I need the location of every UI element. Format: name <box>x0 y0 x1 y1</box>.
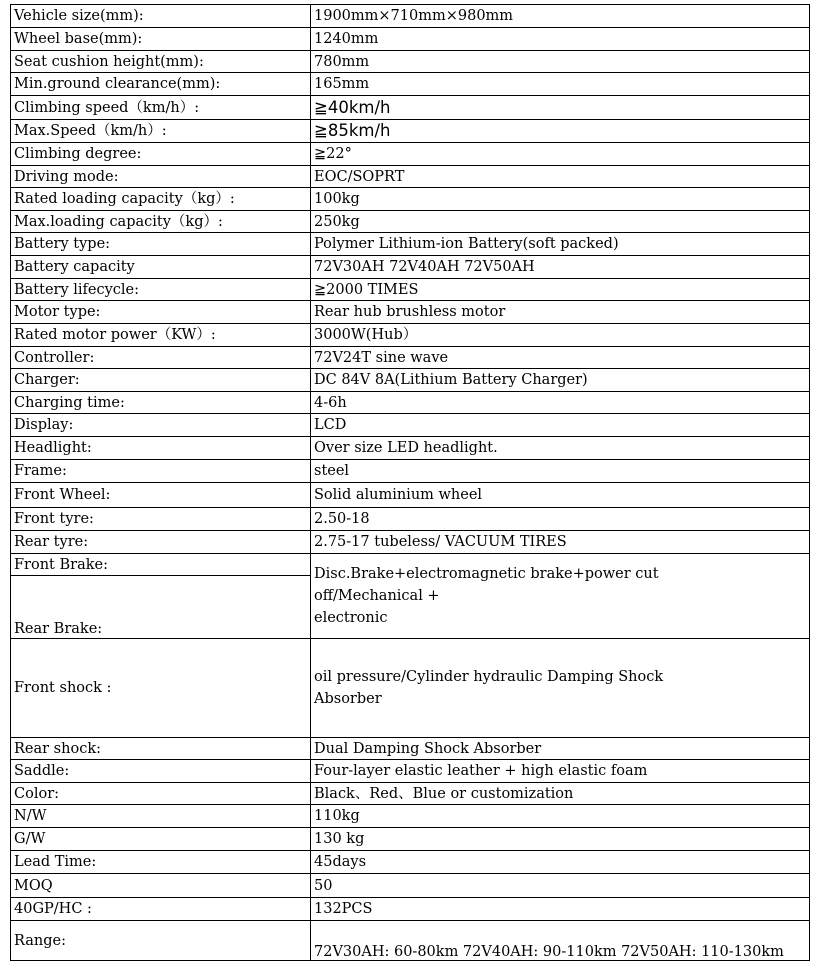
spec-label: Motor type: <box>11 301 311 324</box>
spec-value: Black、Red、Blue or customization <box>311 783 810 805</box>
table-row <box>11 166 810 188</box>
spec-value: 4-6h <box>311 392 810 414</box>
spec-table <box>10 4 810 961</box>
spec-value: ≧22° <box>311 143 810 166</box>
spec-label: Controller: <box>11 347 311 369</box>
spec-label: G/W <box>11 828 311 851</box>
spec-value <box>311 554 810 639</box>
spec-label: Frame: <box>11 460 311 483</box>
spec-value: 130 kg <box>311 828 810 851</box>
spec-value: 72V30AH 72V40AH 72V50AH <box>311 256 810 279</box>
table-row <box>11 874 810 898</box>
brake-value-line1: Disc.Brake+electromagnetic brake+power cut <box>314 566 659 582</box>
spec-value: 132PCS <box>311 898 810 921</box>
spec-value: Over size LED headlight. <box>311 437 810 460</box>
spec-value: steel <box>311 460 810 483</box>
front-shock-line2: Absorber <box>314 691 382 707</box>
spec-label: Rear Brake: <box>11 576 311 639</box>
table-row <box>11 96 810 120</box>
spec-label: Front Brake: <box>11 554 311 576</box>
spec-label: Max.Speed（km/h）: <box>11 120 311 143</box>
table-row <box>11 188 810 211</box>
spec-label: Front Wheel: <box>11 483 311 508</box>
spec-value: 2.50-18 <box>311 508 810 531</box>
spec-value: 250kg <box>311 211 810 233</box>
spec-label: Range: <box>11 921 311 961</box>
spec-value: 72V30AH: 60-80km 72V40AH: 90-110km 72V50AH: 110-130km <box>311 921 810 961</box>
table-row <box>11 851 810 874</box>
spec-value: LCD <box>311 414 810 437</box>
spec-value: 50 <box>311 874 810 898</box>
table-row <box>11 120 810 143</box>
spec-label: Saddle: <box>11 760 311 783</box>
spec-label: Wheel base(mm): <box>11 28 311 51</box>
spec-value: EOC/SOPRT <box>311 166 810 188</box>
spec-value: 780mm <box>311 51 810 73</box>
front-shock-line1: oil pressure/Cylinder hydraulic Damping Shock <box>314 669 664 685</box>
spec-label: Front shock : <box>11 639 311 738</box>
table-row <box>11 738 810 760</box>
table-row <box>11 828 810 851</box>
spec-label: Front tyre: <box>11 508 311 531</box>
spec-value: 1900mm×710mm×980mm <box>311 5 810 28</box>
table-row <box>11 392 810 414</box>
brake-value-line2: off/Mechanical + <box>314 588 440 604</box>
table-row <box>11 460 810 483</box>
table-row <box>11 760 810 783</box>
table-row <box>11 531 810 554</box>
spec-label: Seat cushion height(mm): <box>11 51 311 73</box>
spec-label: Battery capacity <box>11 256 311 279</box>
spec-value: 110kg <box>311 805 810 828</box>
spec-value: Solid aluminium wheel <box>311 483 810 508</box>
spec-label: Color: <box>11 783 311 805</box>
spec-label: Rear shock: <box>11 738 311 760</box>
spec-value: Polymer Lithium-ion Battery(soft packed) <box>311 233 810 256</box>
spec-label: Driving mode: <box>11 166 311 188</box>
spec-value <box>311 639 810 738</box>
spec-label: Rated motor power（KW）: <box>11 324 311 347</box>
spec-label: Max.loading capacity（kg）: <box>11 211 311 233</box>
table-row <box>11 639 810 738</box>
spec-label: Vehicle size(mm): <box>11 5 311 28</box>
table-row <box>11 369 810 392</box>
spec-label: Climbing degree: <box>11 143 311 166</box>
spec-label: Rear tyre: <box>11 531 311 554</box>
table-row <box>11 898 810 921</box>
table-row <box>11 483 810 508</box>
table-row <box>11 805 810 828</box>
spec-label: Charger: <box>11 369 311 392</box>
table-row <box>11 279 810 301</box>
table-row <box>11 347 810 369</box>
table-row <box>11 324 810 347</box>
table-row <box>11 921 810 961</box>
spec-label: Battery type: <box>11 233 311 256</box>
spec-value: ≧85km/h <box>311 120 810 143</box>
spec-value: 1240mm <box>311 28 810 51</box>
spec-label: N/W <box>11 805 311 828</box>
spec-label: Lead Time: <box>11 851 311 874</box>
spec-value: DC 84V 8A(Lithium Battery Charger) <box>311 369 810 392</box>
table-row <box>11 783 810 805</box>
table-row <box>11 508 810 531</box>
spec-value: 45days <box>311 851 810 874</box>
spec-label: Charging time: <box>11 392 311 414</box>
spec-value: Dual Damping Shock Absorber <box>311 738 810 760</box>
brake-value-line3: electronic <box>314 610 388 626</box>
spec-value: 3000W(Hub） <box>311 324 810 347</box>
spec-value: 2.75-17 tubeless/ VACUUM TIRES <box>311 531 810 554</box>
spec-value: Four-layer elastic leather + high elastic foam <box>311 760 810 783</box>
spec-label: Battery lifecycle: <box>11 279 311 301</box>
spec-label: 40GP/HC : <box>11 898 311 921</box>
table-row <box>11 5 810 28</box>
spec-value: 165mm <box>311 73 810 96</box>
table-row <box>11 256 810 279</box>
table-row <box>11 143 810 166</box>
table-row <box>11 51 810 73</box>
spec-label: Rated loading capacity（kg）: <box>11 188 311 211</box>
spec-value: ≧2000 TIMES <box>311 279 810 301</box>
table-row <box>11 73 810 96</box>
table-row <box>11 211 810 233</box>
table-row <box>11 301 810 324</box>
table-row <box>11 414 810 437</box>
table-row <box>11 554 810 576</box>
spec-label: Min.ground clearance(mm): <box>11 73 311 96</box>
spec-value: ≧40km/h <box>311 96 810 120</box>
spec-value: 72V24T sine wave <box>311 347 810 369</box>
spec-label: Display: <box>11 414 311 437</box>
spec-value: 100kg <box>311 188 810 211</box>
spec-label: Headlight: <box>11 437 311 460</box>
table-row <box>11 437 810 460</box>
table-row <box>11 28 810 51</box>
spec-value: Rear hub brushless motor <box>311 301 810 324</box>
spec-label: Climbing speed（km/h）: <box>11 96 311 120</box>
spec-label: MOQ <box>11 874 311 898</box>
table-row <box>11 233 810 256</box>
